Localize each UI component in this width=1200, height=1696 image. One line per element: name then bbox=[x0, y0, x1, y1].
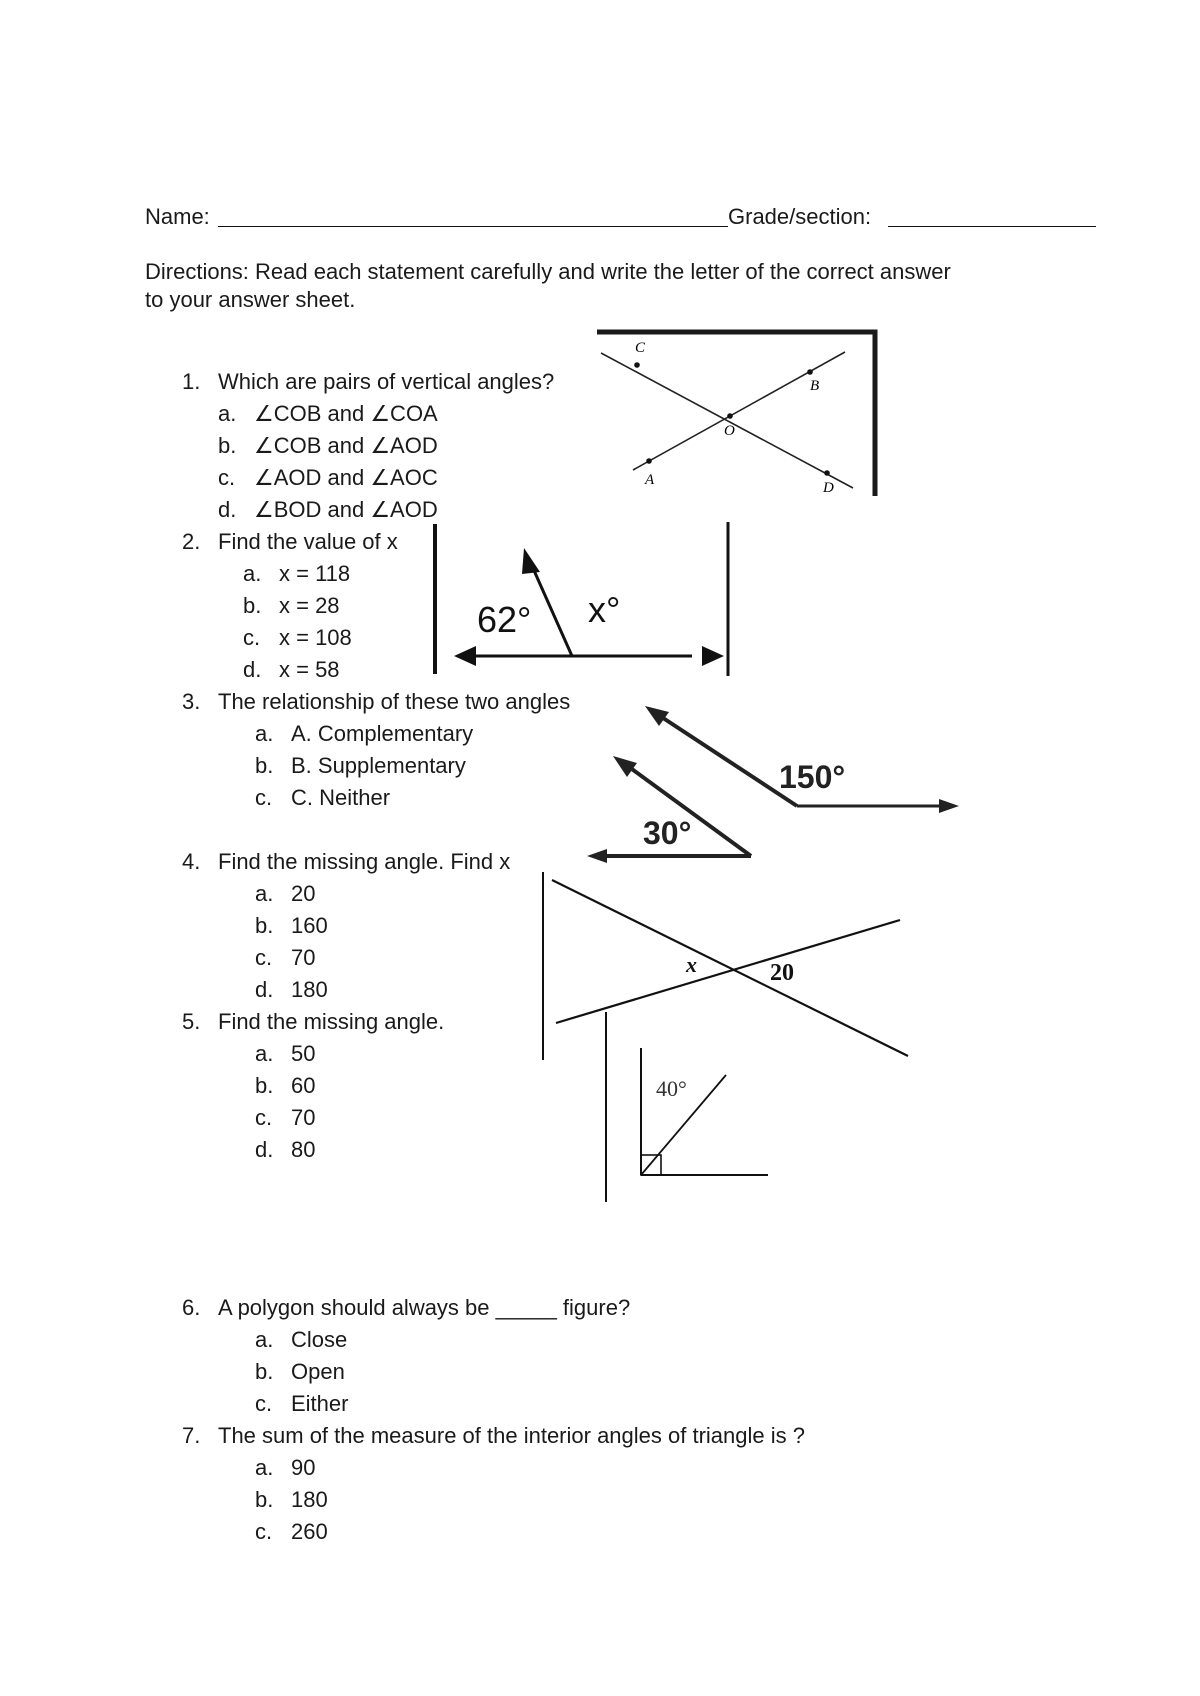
name-blank-line[interactable] bbox=[218, 226, 728, 227]
option-text: ∠BOD and ∠AOD bbox=[254, 497, 438, 522]
option-text: Open bbox=[291, 1359, 345, 1384]
label-x: x bbox=[686, 952, 697, 977]
option-text: ∠AOD and ∠AOC bbox=[254, 465, 438, 490]
option-letter: c. bbox=[255, 945, 273, 970]
option-c[interactable] bbox=[255, 1105, 315, 1131]
option-letter: c. bbox=[243, 625, 261, 650]
option-c[interactable] bbox=[255, 785, 390, 811]
question-number: 4. bbox=[182, 849, 201, 874]
arrowhead-150-upper bbox=[645, 706, 669, 726]
line-ab bbox=[633, 352, 845, 470]
option-letter: a. bbox=[255, 721, 274, 746]
linear-pair-diagram bbox=[430, 522, 730, 684]
point-a bbox=[646, 458, 652, 464]
point-b bbox=[807, 369, 813, 375]
point-c bbox=[634, 362, 640, 368]
option-text: Either bbox=[291, 1391, 349, 1416]
two-angles-diagram bbox=[575, 700, 970, 865]
question-number: 2. bbox=[182, 529, 201, 554]
arrowhead-150-lower bbox=[939, 799, 959, 813]
option-a[interactable] bbox=[255, 1455, 315, 1481]
arrowhead-left bbox=[454, 646, 476, 666]
option-text: A. Complementary bbox=[291, 721, 474, 746]
option-text: 260 bbox=[291, 1519, 328, 1544]
question-text: The relationship of these two angles bbox=[218, 689, 571, 714]
option-text: C. Neither bbox=[291, 785, 391, 810]
option-letter: a. bbox=[255, 881, 274, 906]
directions-line-2: to your answer sheet. bbox=[145, 287, 356, 312]
grade-section-blank-line[interactable] bbox=[888, 226, 1096, 227]
option-letter: a. bbox=[255, 1327, 274, 1352]
option-b[interactable] bbox=[255, 913, 328, 939]
option-text: 20 bbox=[291, 881, 316, 906]
option-letter: c. bbox=[255, 1391, 273, 1416]
option-b[interactable] bbox=[255, 1073, 315, 1099]
option-text: 70 bbox=[291, 1105, 316, 1130]
option-letter: b. bbox=[255, 753, 274, 778]
label-a: A bbox=[645, 472, 655, 488]
option-a[interactable] bbox=[218, 401, 438, 427]
grade-section-label: Grade/section: bbox=[728, 204, 872, 229]
question-text: Find the missing angle. bbox=[218, 1009, 445, 1034]
option-text: 180 bbox=[291, 1487, 328, 1512]
option-d[interactable] bbox=[255, 977, 328, 1003]
option-letter: d. bbox=[255, 1137, 274, 1162]
option-b[interactable] bbox=[243, 593, 340, 619]
option-text: x = 108 bbox=[279, 625, 352, 650]
question-number: 3. bbox=[182, 689, 201, 714]
ray-150-upper bbox=[657, 714, 797, 806]
option-b[interactable] bbox=[255, 753, 466, 779]
option-a[interactable] bbox=[255, 1327, 347, 1353]
option-a[interactable] bbox=[255, 721, 473, 747]
question-text: A polygon should always be _____ figure? bbox=[218, 1295, 631, 1320]
label-b: B bbox=[810, 378, 820, 394]
option-letter: d. bbox=[255, 977, 274, 1002]
option-text: 90 bbox=[291, 1455, 316, 1480]
angle-62-label: 62° bbox=[477, 599, 532, 640]
label-20: 20 bbox=[770, 960, 794, 986]
diagram-frame bbox=[597, 332, 875, 496]
line-2 bbox=[556, 920, 900, 1023]
option-text: x = 58 bbox=[279, 657, 340, 682]
option-letter: d. bbox=[243, 657, 262, 682]
point-o bbox=[727, 413, 733, 419]
option-letter: c. bbox=[255, 1105, 273, 1130]
vertical-angles-diagram bbox=[595, 328, 880, 500]
question-number: 5. bbox=[182, 1009, 201, 1034]
option-a[interactable] bbox=[243, 561, 350, 587]
arrowhead-ray bbox=[522, 548, 540, 574]
option-letter: b. bbox=[243, 593, 262, 618]
arrowhead-30-lower bbox=[587, 849, 607, 863]
question-number: 1. bbox=[182, 369, 201, 394]
option-text: 60 bbox=[291, 1073, 316, 1098]
question-text: The sum of the measure of the interior angles of triangle is ? bbox=[218, 1423, 805, 1448]
name-label: Name: bbox=[145, 204, 210, 229]
question-number: 7. bbox=[182, 1423, 201, 1448]
option-letter: a. bbox=[255, 1455, 274, 1480]
option-letter: b. bbox=[255, 913, 274, 938]
option-b[interactable] bbox=[255, 1359, 345, 1385]
line-cd bbox=[601, 353, 853, 488]
question-text: Find the missing angle. Find x bbox=[218, 849, 511, 874]
option-letter: c. bbox=[255, 785, 273, 810]
label-c: C bbox=[635, 340, 646, 356]
directions-line-1: Directions: Read each statement carefully and write the letter of the correct answer bbox=[145, 259, 951, 284]
option-d[interactable] bbox=[255, 1137, 315, 1163]
option-a[interactable] bbox=[255, 881, 315, 907]
angle-150-label: 150° bbox=[779, 759, 846, 795]
option-c[interactable] bbox=[255, 1519, 328, 1545]
option-d[interactable] bbox=[218, 497, 438, 523]
option-letter: b. bbox=[255, 1487, 274, 1512]
option-d[interactable] bbox=[243, 657, 340, 683]
option-text: 160 bbox=[291, 913, 328, 938]
option-letter: a. bbox=[255, 1041, 274, 1066]
option-b[interactable] bbox=[218, 433, 438, 459]
option-letter: b. bbox=[255, 1359, 274, 1384]
option-letter: b. bbox=[255, 1073, 274, 1098]
right-angle-diagram bbox=[600, 1012, 780, 1207]
angle-x-label: x° bbox=[588, 589, 621, 630]
option-c[interactable] bbox=[255, 945, 315, 971]
option-letter: d. bbox=[218, 497, 237, 522]
angle-40-label: 40° bbox=[656, 1076, 687, 1101]
option-letter: c. bbox=[218, 465, 236, 490]
option-letter: c. bbox=[255, 1519, 273, 1544]
option-c[interactable] bbox=[218, 465, 438, 491]
arrowhead-right bbox=[702, 646, 724, 666]
angle-30-label: 30° bbox=[643, 815, 692, 851]
option-text: Close bbox=[291, 1327, 348, 1352]
question-text: Find the value of x bbox=[218, 529, 398, 554]
question-number: 6. bbox=[182, 1295, 201, 1320]
label-o: O bbox=[724, 423, 735, 439]
option-text: 70 bbox=[291, 945, 316, 970]
option-c[interactable] bbox=[243, 625, 352, 651]
option-b[interactable] bbox=[255, 1487, 328, 1513]
option-text: ∠COB and ∠COA bbox=[254, 401, 438, 426]
point-d bbox=[824, 470, 830, 476]
option-text: ∠COB and ∠AOD bbox=[254, 433, 438, 458]
label-d: D bbox=[823, 480, 834, 496]
option-c[interactable] bbox=[255, 1391, 348, 1417]
option-text: x = 28 bbox=[279, 593, 340, 618]
option-text: 50 bbox=[291, 1041, 316, 1066]
option-letter: a. bbox=[218, 401, 237, 426]
option-a[interactable] bbox=[255, 1041, 315, 1067]
option-text: x = 118 bbox=[279, 561, 351, 586]
option-text: B. Supplementary bbox=[291, 753, 466, 778]
option-text: 80 bbox=[291, 1137, 316, 1162]
arrowhead-30-upper bbox=[613, 756, 637, 777]
option-letter: b. bbox=[218, 433, 237, 458]
question-text: Which are pairs of vertical angles? bbox=[218, 369, 555, 394]
ray bbox=[532, 566, 572, 656]
option-text: 180 bbox=[291, 977, 328, 1002]
option-letter: a. bbox=[243, 561, 262, 586]
